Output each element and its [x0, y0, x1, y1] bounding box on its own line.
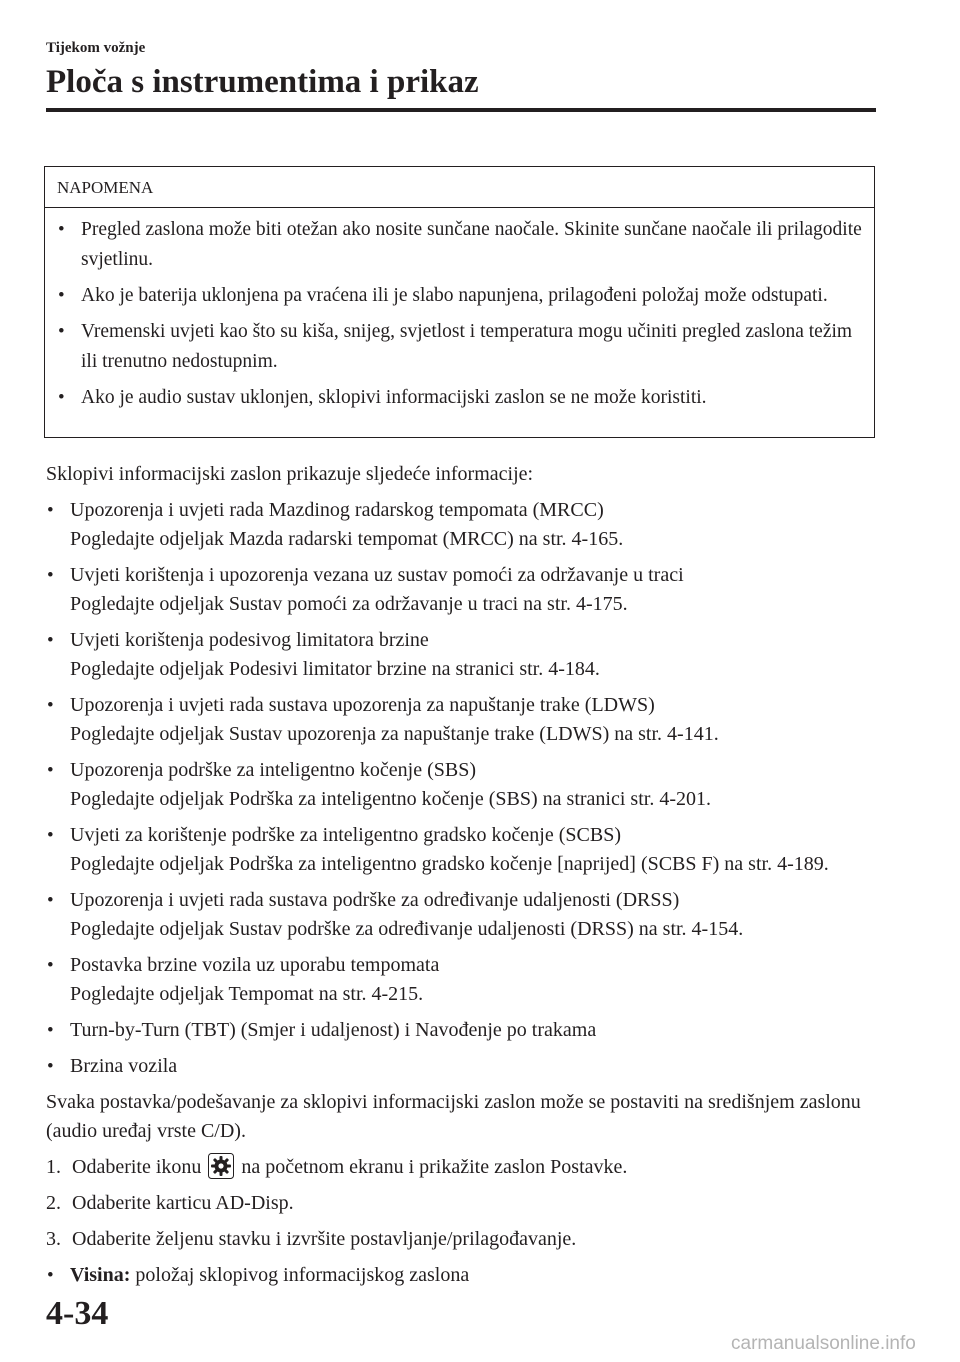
info-list	[46, 496, 876, 1081]
list-item	[46, 951, 876, 1009]
list-item	[46, 496, 876, 554]
item-ref: Pogledajte odjeljak Podesivi limitator brzine na stranici str. 4-184.	[70, 658, 600, 680]
step-3	[46, 1225, 876, 1254]
step-1	[46, 1153, 876, 1182]
step-text-before: Odaberite ikonu	[72, 1156, 202, 1178]
item-label: Visina:	[70, 1264, 131, 1286]
list-item	[46, 821, 876, 879]
list-item	[46, 756, 876, 814]
intro-text: Sklopivi informacijski zaslon prikazuje sljedeće informacije:	[46, 463, 534, 485]
item-ref: Pogledajte odjeljak Tempomat na str. 4-215.	[70, 983, 424, 1005]
list-item	[46, 691, 876, 749]
item-text: • Postavka brzine vozila uz uporabu tempomata	[70, 954, 440, 976]
item-text: • Turn-by-Turn (TBT) (Smjer i udaljenost) i Navođenje po trakama	[70, 1019, 597, 1041]
item-text: • Uvjeti za korištenje podrške za inteligentno gradsko kočenje (SCBS)	[70, 824, 621, 846]
list-item	[46, 1261, 876, 1290]
step-text: Odaberite karticu AD-Disp.	[72, 1192, 294, 1214]
item-ref: Pogledajte odjeljak Sustav upozorenja za napuštanje trake (LDWS) na str. 4-141.	[70, 723, 719, 745]
item-text: • Upozorenja i uvjeti rada Mazdinog radarskog tempomata (MRCC)	[70, 499, 604, 521]
settings-text: Svaka postavka/podešavanje za sklopivi informacijski zaslon može se postaviti na središnjem zaslonu (audio uređaj vrste C/D).	[46, 1091, 861, 1142]
note-item: • Vremenski uvjeti kao što su kiša, snijeg, svjetlost i temperatura mogu učiniti pregled zaslona težim ili trenutno nedostupnim.	[57, 317, 864, 377]
list-item	[46, 1052, 876, 1081]
step-text-after: na početnom ekranu i prikažite zaslon Postavke.	[241, 1156, 628, 1178]
item-ref: Pogledajte odjeljak Sustav podrške za određivanje udaljenosti (DRSS) na str. 4-154.	[70, 918, 744, 940]
step-number: 2.	[46, 1192, 61, 1214]
item-text: • Upozorenja i uvjeti rada sustava upozorenja za napuštanje trake (LDWS)	[70, 694, 655, 716]
note-item: • Ako je audio sustav uklonjen, sklopivi informacijski zaslon se ne može koristiti.	[57, 383, 864, 413]
list-item	[46, 626, 876, 684]
note-list	[45, 208, 874, 413]
main-content	[46, 460, 876, 1297]
list-item	[46, 886, 876, 944]
list-item	[46, 1016, 876, 1045]
item-ref: Pogledajte odjeljak Mazda radarski tempomat (MRCC) na str. 4-165.	[70, 528, 624, 550]
item-text: • Upozorenja podrške za inteligentno kočenje (SBS)	[70, 759, 476, 781]
item-text: • Uvjeti korištenja i upozorenja vezana uz sustav pomoći za održavanje u traci	[70, 564, 684, 586]
watermark: carmanualsonline.info	[731, 1333, 916, 1354]
note-item: • Pregled zaslona može biti otežan ako nosite sunčane naočale. Skinite sunčane naočale ili prilagodite svjetlinu.	[57, 215, 864, 275]
final-list	[46, 1261, 876, 1290]
item-text: položaj sklopivog informacijskog zaslona	[130, 1264, 470, 1286]
step-number: 1.	[46, 1156, 61, 1178]
item-ref: Pogledajte odjeljak Podrška za inteligentno gradsko kočenje [naprijed] (SCBS F) na str. 4-189.	[70, 853, 829, 875]
item-text: • Brzina vozila	[70, 1055, 178, 1077]
step-text: Odaberite željenu stavku i izvršite postavljanje/prilagođavanje.	[72, 1228, 577, 1250]
note-item: • Ako je baterija uklonjena pa vraćena ili je slabo napunjena, prilagođeni položaj može odstupati.	[57, 281, 864, 311]
title-rule	[46, 108, 876, 112]
page-number: 4-34	[46, 1295, 109, 1332]
step-number: 3.	[46, 1228, 61, 1250]
section-label: Tijekom vožnje	[46, 40, 146, 56]
settings-gear-icon	[208, 1153, 234, 1179]
note-heading: NAPOMENA	[45, 167, 874, 208]
note-box	[44, 166, 875, 438]
item-ref: Pogledajte odjeljak Sustav pomoći za održavanje u traci na str. 4-175.	[70, 593, 628, 615]
list-item	[46, 561, 876, 619]
step-2	[46, 1189, 876, 1218]
item-text: • Upozorenja i uvjeti rada sustava podrške za određivanje udaljenosti (DRSS)	[70, 889, 680, 911]
item-ref: Pogledajte odjeljak Podrška za inteligentno kočenje (SBS) na stranici str. 4-201.	[70, 788, 711, 810]
page-title: Ploča s instrumentima i prikaz	[46, 64, 479, 100]
item-text: • Uvjeti korištenja podesivog limitatora brzine	[70, 629, 429, 651]
